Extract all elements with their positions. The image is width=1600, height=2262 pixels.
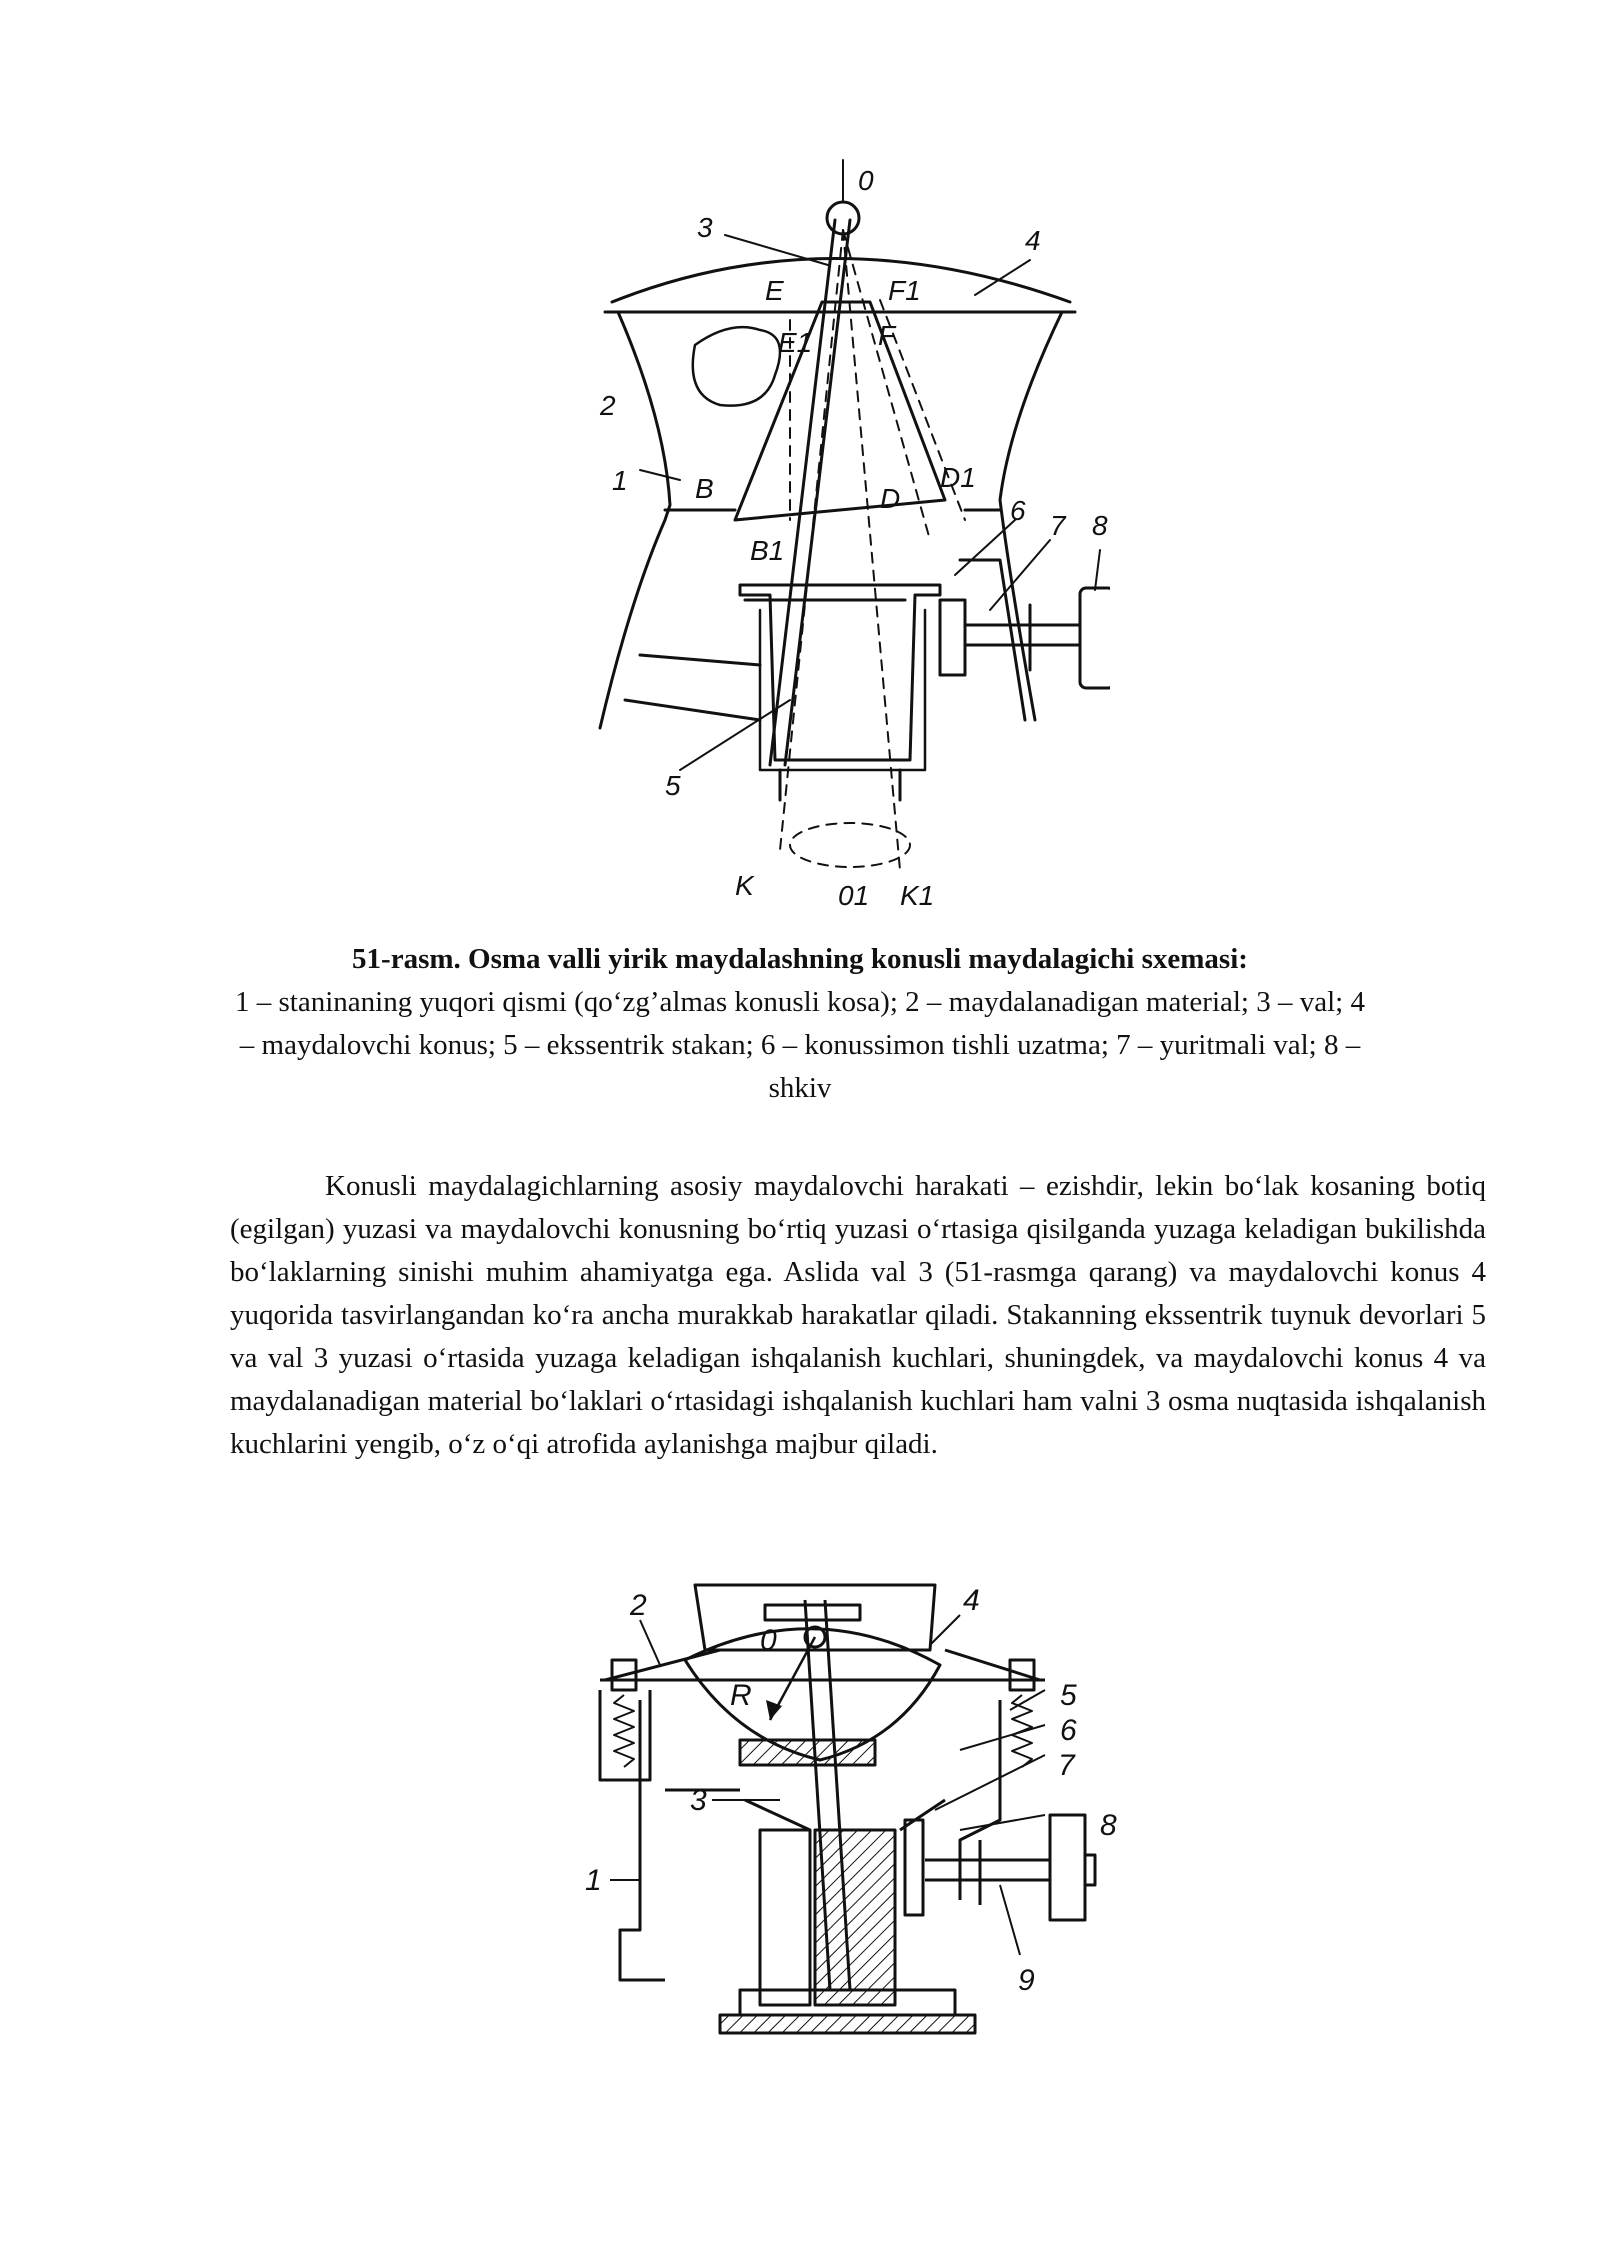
figure-2-crusher-diagram xyxy=(560,1575,1120,2045)
label-K: K xyxy=(735,870,754,901)
eccentric-bushing xyxy=(815,1830,895,2005)
label-O1: 01 xyxy=(838,880,870,911)
label-R: R xyxy=(730,1679,752,1712)
label-6: 6 xyxy=(1010,495,1026,526)
label-B1: B1 xyxy=(750,535,785,566)
label-9: 9 xyxy=(1018,1964,1035,1997)
label-1: 1 xyxy=(612,465,628,496)
label-5: 5 xyxy=(1060,1679,1077,1712)
label-E1: E1 xyxy=(778,327,813,358)
drive-pulley xyxy=(1080,588,1110,688)
label-8: 8 xyxy=(1092,510,1108,541)
spring-left xyxy=(614,1695,634,1767)
label-K1: K1 xyxy=(900,880,935,911)
figure-1-crusher-diagram xyxy=(590,150,1110,930)
caption-title: 51-rasm. Osma valli yirik maydalashning konusli maydalagichi sxemasi: xyxy=(352,943,1248,975)
bowl-left-wall xyxy=(600,312,670,728)
eccentric-path xyxy=(790,823,910,867)
label-D: D xyxy=(880,483,901,514)
label-7: 7 xyxy=(1050,510,1066,541)
label-7: 7 xyxy=(1058,1749,1075,1782)
figure-caption xyxy=(230,938,1370,1110)
label-E: E xyxy=(765,275,784,306)
label-F1: F1 xyxy=(888,275,921,306)
label-8: 8 xyxy=(1100,1809,1117,1842)
bevel-gear xyxy=(940,600,965,675)
label-0: 0 xyxy=(858,165,874,196)
label-3: 3 xyxy=(690,1784,707,1817)
drive-pulley xyxy=(1050,1815,1085,1920)
body-paragraph: Konusli maydalagichlarning asosiy maydalovchi harakati – ezishdir, lekin bo‘lak kosaning botiq (egilgan) yuzasi va maydalovchi konusning bo‘rtiq yuzasi o‘rtasiga qisilganda yuzaga keladigan bukilishda bo‘laklarning sinishi muhim ahamiyatga ega. Aslida val 3 (51-rasmga qarang) va maydalovchi konus 4 yuqorida tasvirlangandan ko‘ra ancha murakkab harakatlar qiladi. Stakanning ekssentrik tuynuk devorlari 5 va val 3 yuzasi o‘rtasida yuzaga keladigan ishqalanish kuchlari, shuningdek, va maydalovchi konus 4 va maydalanadigan material bo‘laklari o‘rtasidagi ishqalanish kuchlari ham valni 3 osma nuqtasida ishqalanish kuchlarini yengib, o‘z o‘qi atrofida aylanishga majbur qiladi. xyxy=(230,1170,1486,1460)
label-6: 6 xyxy=(1060,1714,1077,1747)
material-lump xyxy=(693,327,780,405)
label-B: B xyxy=(695,473,714,504)
label-2: 2 xyxy=(630,1589,647,1622)
label-4: 4 xyxy=(1025,225,1041,256)
label-2: 2 xyxy=(600,390,616,421)
label-D1: D1 xyxy=(940,462,976,493)
label-3: 3 xyxy=(697,212,713,243)
crushing-cone xyxy=(735,302,945,520)
eccentric-cup xyxy=(740,585,940,760)
bevel-gear xyxy=(905,1820,923,1915)
label-0: 0 xyxy=(760,1624,777,1657)
label-F: F xyxy=(878,320,896,351)
caption-text: 1 – staninaning yuqori qismi (qo‘zg’almas konusli kosa); 2 – maydalanadigan material; 3 – val; 4 – maydalovchi konus; 5 – ekssentrik stakan; 6 – konussimon tishli uzatma; 7 – yuritmali val; 8 – shkiv xyxy=(235,986,1365,1104)
label-5: 5 xyxy=(665,770,681,801)
label-4: 4 xyxy=(963,1584,980,1617)
label-1: 1 xyxy=(585,1864,602,1897)
